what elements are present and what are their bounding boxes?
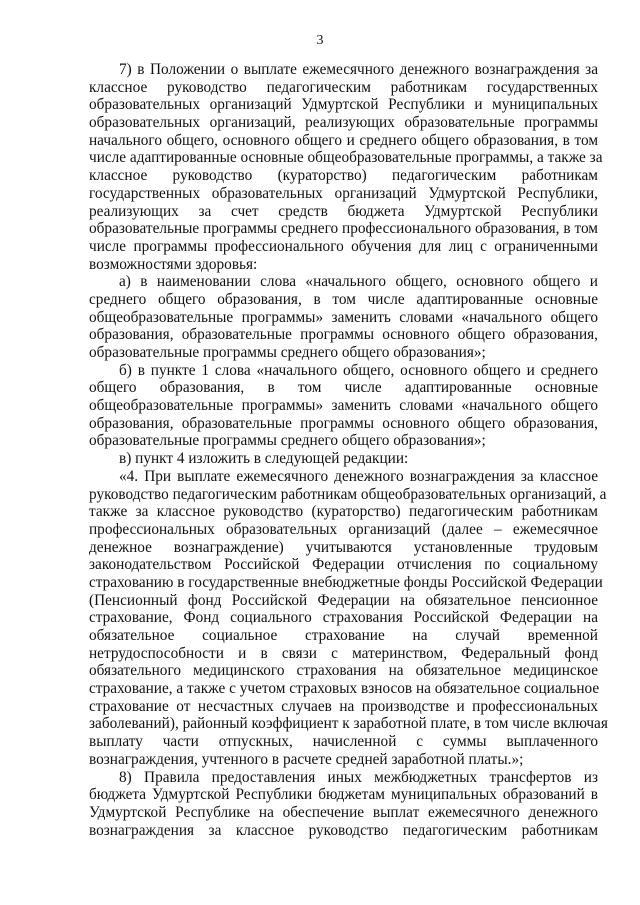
text-line: общего образования, в том числе адаптированные основные xyxy=(89,379,598,397)
text-line: денежное вознаграждение) учитываются установленные трудовым xyxy=(89,538,598,556)
text-line: бюджета Удмуртской Республики бюджетам муниципальных образований в xyxy=(89,786,598,804)
text-line: (Пенсионный фонд Российской Федерации на обязательное пенсионное xyxy=(89,591,598,609)
text-line: профессиональных образовательных организаций (далее – ежемесячное xyxy=(89,520,598,538)
text-line: обязательного медицинского страхования на обязательное медицинское xyxy=(89,662,598,680)
text-line: образовательные программы среднего общего образования»; xyxy=(89,344,486,361)
text-line: классное руководство (кураторство) педагогическим работникам xyxy=(89,167,598,185)
text-line: возможностями здоровья: xyxy=(89,255,258,273)
text-line: реализующих за счет средств бюджета Удмуртской Республики xyxy=(89,202,598,220)
text-line: общеобразовательные программы» заменить словами «начального общего xyxy=(89,308,598,326)
text-line: страхование, а также с учетом страховых взносов на обязательное социальное xyxy=(89,680,600,698)
text-line: также за классное руководство (кураторство) педагогическим работникам xyxy=(89,503,598,521)
text-line: «4. При выплате ежемесячного денежного вознаграждения за классное xyxy=(119,467,598,485)
text-line: среднего общего образования, в том числе адаптированные основные xyxy=(89,290,598,308)
text-line: а) в наименовании слова «начального общего, основного общего и xyxy=(119,273,598,291)
text-line: числе адаптированные основные общеобразовательные программы, а также за xyxy=(89,149,603,167)
text-line: вознаграждения, учтенного в расчете средней заработной платы.»; xyxy=(89,750,524,768)
text-line: выплату части отпускных, начисленной с суммы выплаченного xyxy=(89,733,598,751)
text-line: в) пункт 4 изложить в следующей редакции: xyxy=(119,450,409,468)
text-line: образования, образовательные программы основного общего образования, xyxy=(89,326,598,344)
page-number: 3 xyxy=(316,33,324,48)
text-line: страхованию в государственные внебюджетные фонды Российской Федерации xyxy=(89,573,603,591)
text-line: руководство педагогическим работникам общеобразовательных организаций, а xyxy=(89,485,607,503)
text-line: вознаграждения за классное руководство педагогическим работникам xyxy=(89,821,598,839)
text-line: 7) в Положении о выплате ежемесячного денежного вознаграждения за xyxy=(119,61,598,78)
text-line: страхование, Фонд социального страхования Российской Федерации на xyxy=(89,609,598,627)
text-line: образования, образовательные программы основного общего образования, xyxy=(89,414,598,432)
text-line: законодательством Российской Федерации отчисления по социальному xyxy=(89,556,598,574)
text-line: образовательные программы среднего профессионального образования, в том xyxy=(89,220,598,238)
text-line: образовательные программы среднего общего образования»; xyxy=(89,432,486,450)
document-body xyxy=(89,61,608,839)
text-line: числе программы профессионального обучения для лиц с ограниченными xyxy=(89,237,598,255)
text-line: страхование от несчастных случаев на производстве и профессиональных xyxy=(89,697,598,715)
text-line: начального общего, основного общего и среднего общего образования, в том xyxy=(89,131,598,149)
text-line: б) в пункте 1 слова «начального общего, основного общего и среднего xyxy=(119,361,598,379)
text-line: государственных образовательных организаций Удмуртской Республики, xyxy=(89,184,598,202)
text-line: образовательных организаций Удмуртской Республики и муниципальных xyxy=(89,96,598,114)
text-line: общеобразовательные программы» заменить словами «начального общего xyxy=(89,397,598,415)
text-line: Удмуртской Республике на обеспечение выплат ежемесячного денежного xyxy=(89,803,598,821)
text-line: образовательных организаций, реализующих образовательные программы xyxy=(89,114,598,132)
text-line: нетрудоспособности и в связи с материнством, Федеральный фонд xyxy=(89,644,598,662)
text-line: заболеваний), районный коэффициент к заработной плате, в том числе включая xyxy=(89,715,608,733)
text-line: обязательное социальное страхование на случай временной xyxy=(89,627,598,644)
text-line: классное руководство педагогическим работникам государственных xyxy=(89,78,598,96)
text-line: 8) Правила предоставления иных межбюджетных трансфертов из xyxy=(119,768,598,786)
